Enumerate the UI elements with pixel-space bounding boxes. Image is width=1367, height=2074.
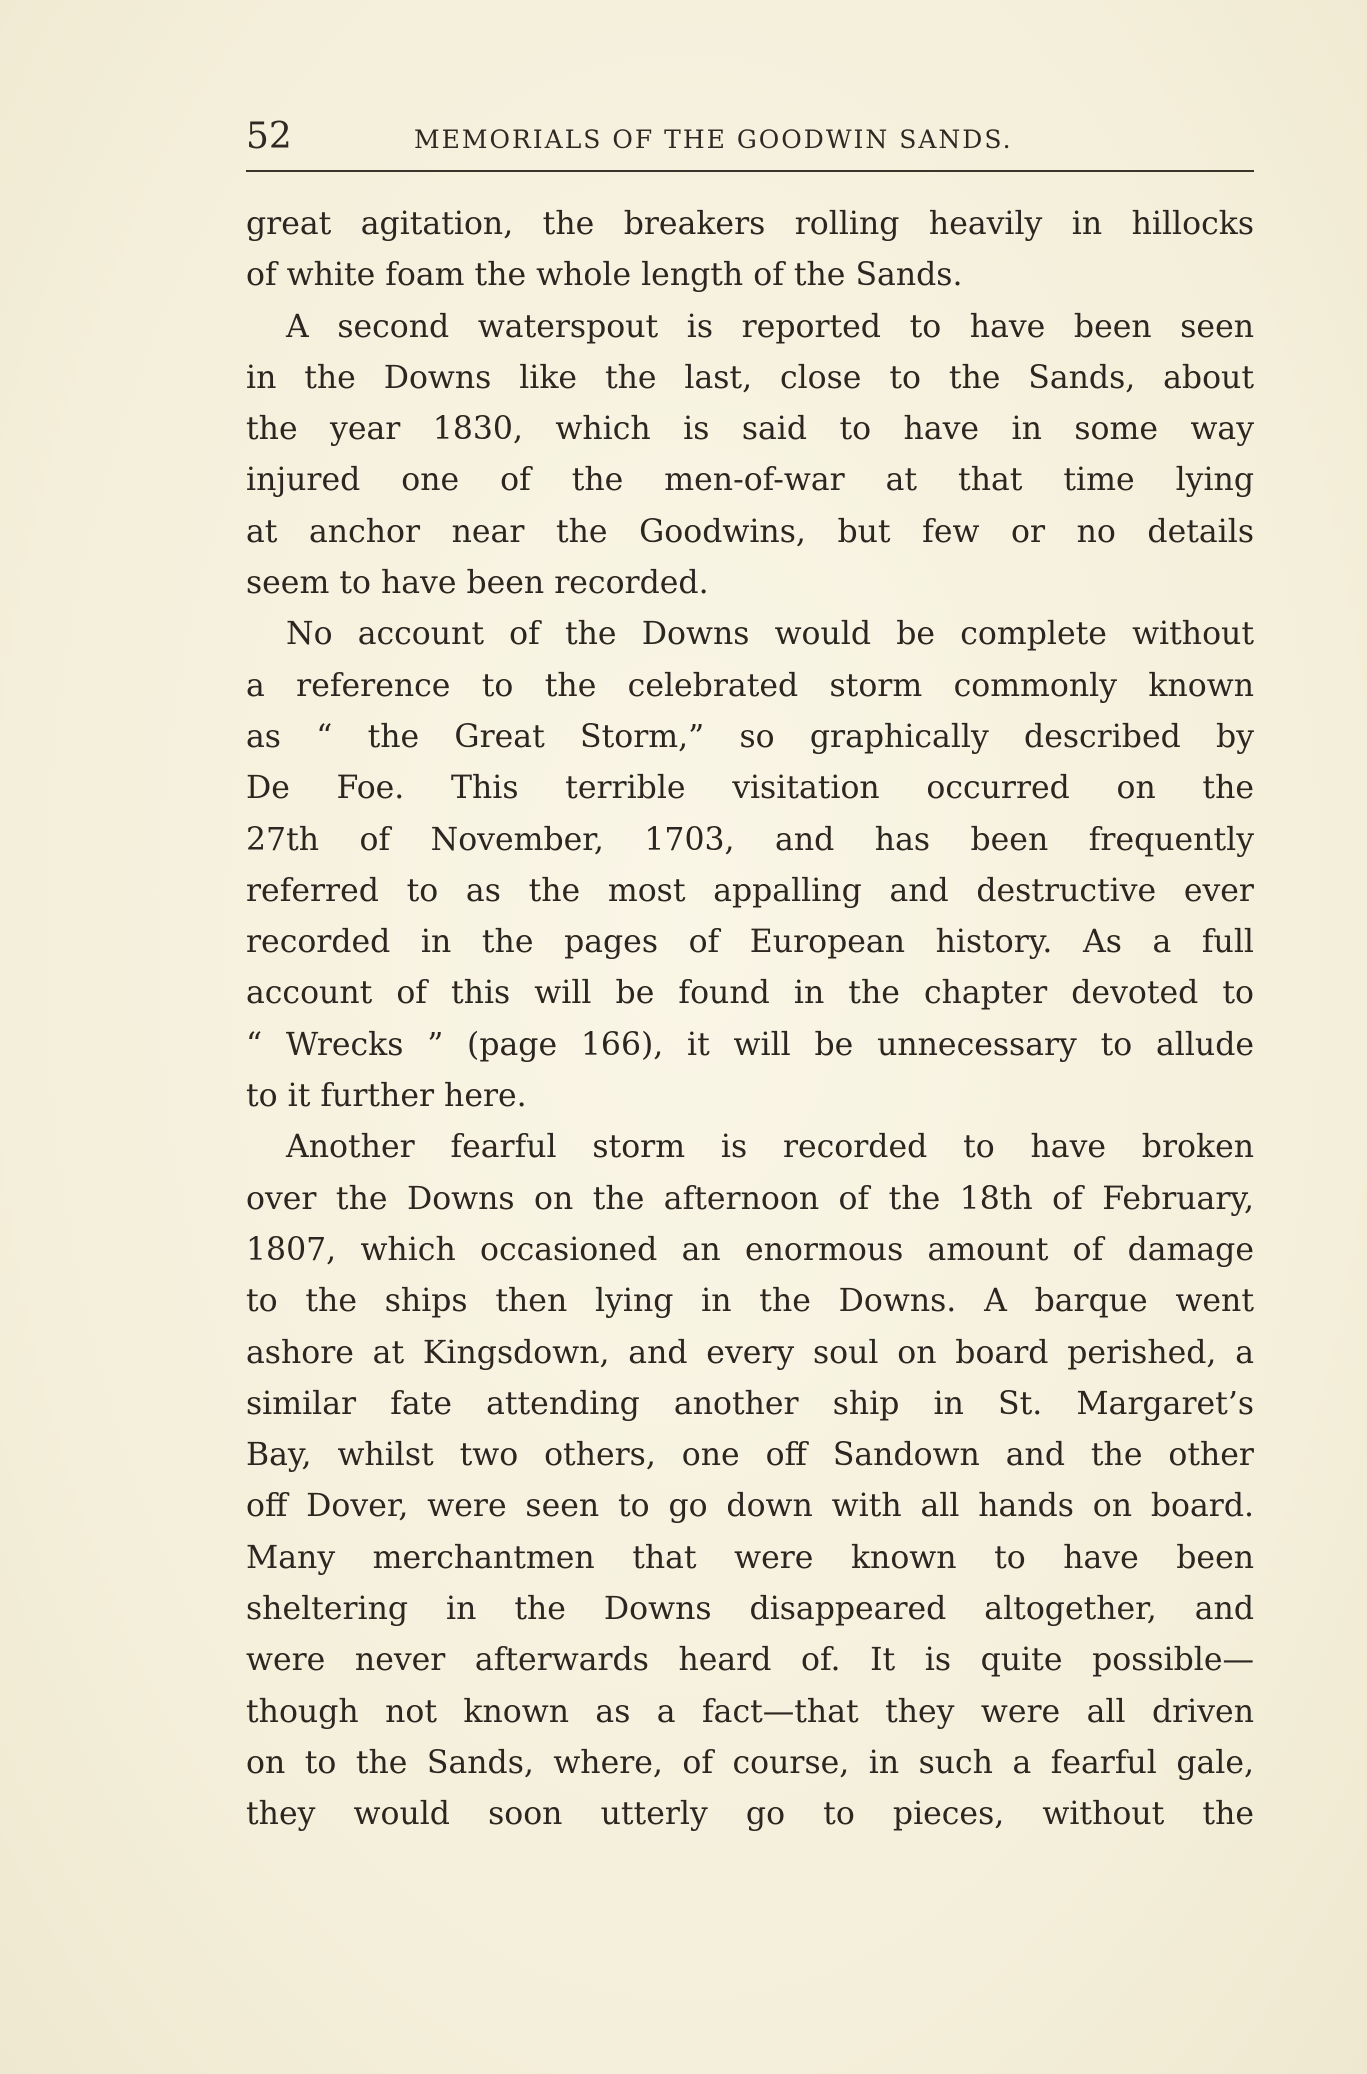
text-line: similar fate attending another ship in St. Margaret’s xyxy=(246,1385,1254,1422)
text-line: recorded in the pages of European history. As a full xyxy=(246,924,1254,961)
text-line: great agitation, the breakers rolling heavily in hillocks xyxy=(246,206,1254,242)
text-line: to it further here. xyxy=(246,1078,527,1115)
text-line: account of this will be found in the chapter devoted to xyxy=(246,975,1254,1012)
text-line: on to the Sands, where, of course, in such a fearful gale, xyxy=(246,1744,1254,1781)
running-title: MEMORIALS OF THE GOODWIN SANDS. xyxy=(414,125,1013,154)
text-line: of white foam the whole length of the Sands. xyxy=(246,257,963,294)
header-rule xyxy=(246,170,1254,172)
text-line: sheltering in the Downs disappeared altogether, and xyxy=(246,1591,1254,1628)
text-line: 1807, which occasioned an enormous amount of damage xyxy=(246,1231,1254,1268)
text-line: “ Wrecks ” (page 166), it will be unnecessary to allude xyxy=(246,1026,1254,1063)
page-number: 52 xyxy=(246,116,292,157)
text-line: 27th of November, 1703, and has been frequently xyxy=(246,821,1254,858)
text-line: A second waterspout is reported to have been seen xyxy=(286,308,1254,345)
text-line: in the Downs like the last, close to the Sands, about xyxy=(246,359,1254,396)
text-line: Bay, whilst two others, one off Sandown and the other xyxy=(246,1437,1254,1474)
text-line: over the Downs on the afternoon of the 18th of February, xyxy=(246,1180,1254,1217)
text-line: were never afterwards heard of. It is quite possible— xyxy=(246,1642,1254,1679)
text-line: the year 1830, which is said to have in some way xyxy=(246,411,1254,448)
text-line: De Foe. This terrible visitation occurred on the xyxy=(246,770,1254,807)
text-line: they would soon utterly go to pieces, without the xyxy=(246,1796,1254,1833)
text-line: a reference to the celebrated storm commonly known xyxy=(246,667,1254,704)
text-line: though not known as a fact—that they were all driven xyxy=(246,1693,1254,1730)
text-line: referred to as the most appalling and destructive ever xyxy=(246,872,1254,909)
text-line: Many merchantmen that were known to have been xyxy=(246,1539,1254,1576)
text-line: to the ships then lying in the Downs. A barque went xyxy=(246,1283,1254,1320)
text-line: as “ the Great Storm,” so graphically described by xyxy=(246,718,1254,755)
text-line: off Dover, were seen to go down with all hands on board. xyxy=(246,1488,1254,1525)
text-line: No account of the Downs would be complete without xyxy=(286,616,1254,653)
text-line: injured one of the men-of-war at that time lying xyxy=(246,462,1254,499)
text-line: Another fearful storm is recorded to have broken xyxy=(286,1129,1254,1166)
text-line: at anchor near the Goodwins, but few or no details xyxy=(246,513,1254,550)
text-line: seem to have been recorded. xyxy=(246,565,709,602)
body-text xyxy=(246,199,1254,1841)
text-line: ashore at Kingsdown, and every soul on board perished, a xyxy=(246,1334,1254,1371)
running-head xyxy=(246,112,1254,162)
